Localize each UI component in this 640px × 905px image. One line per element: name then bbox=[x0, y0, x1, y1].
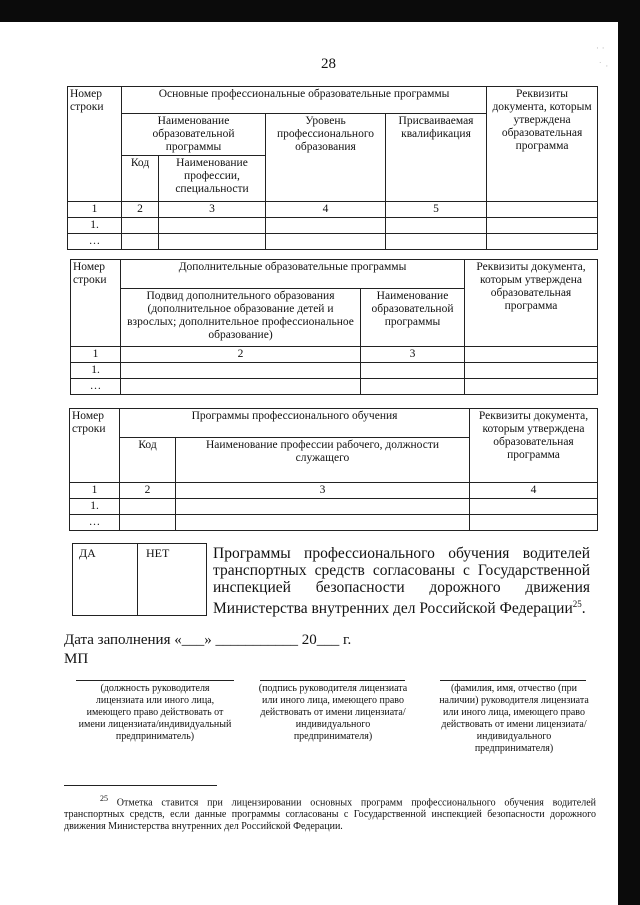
table-cell bbox=[386, 234, 487, 250]
header-profession-name: Наименование профессии рабочего, должности служащего bbox=[176, 438, 470, 483]
agreement-statement: Программы профессионального обучения водителей транспортных средств согласованы с Государственной инспекцией безопасности дорожного движения Министерства внутренних дел Российской Федерации$^{25}$. bbox=[213, 545, 590, 618]
column-number: 3 bbox=[159, 202, 266, 218]
table-row bbox=[68, 234, 598, 250]
signature-line bbox=[440, 680, 586, 681]
signature-line bbox=[76, 680, 234, 681]
table-row bbox=[71, 347, 598, 363]
table-row bbox=[71, 363, 598, 379]
table-cell bbox=[470, 499, 598, 515]
column-number: 1 bbox=[71, 347, 121, 363]
vocational-training-table bbox=[69, 408, 598, 531]
header-main-programs: Основные профессиональные образовательные программы bbox=[122, 87, 487, 114]
row-index: 1. bbox=[71, 363, 121, 379]
table-cell bbox=[465, 379, 598, 395]
main-programs-table bbox=[67, 86, 598, 250]
table-cell bbox=[266, 234, 386, 250]
table-cell bbox=[487, 202, 598, 218]
table-cell bbox=[465, 347, 598, 363]
header-requisites: Реквизиты документа, которым утверждена образовательная программа bbox=[487, 87, 598, 202]
header-vocational-programs: Программы профессионального обучения bbox=[120, 409, 470, 438]
row-index: … bbox=[68, 234, 122, 250]
table-row bbox=[71, 379, 598, 395]
column-number: 4 bbox=[470, 483, 598, 499]
table-cell bbox=[465, 363, 598, 379]
no-checkbox[interactable] bbox=[137, 543, 207, 616]
yes-checkbox[interactable] bbox=[72, 543, 138, 616]
stamp-place: МП bbox=[64, 651, 89, 667]
table-cell bbox=[470, 515, 598, 531]
table-row bbox=[68, 202, 598, 218]
header-row-number: Номер строки bbox=[68, 87, 122, 202]
column-number: 1 bbox=[68, 202, 122, 218]
fill-date: Дата заполнения «___» ___________ 20___ г. bbox=[64, 632, 352, 648]
table-row bbox=[70, 499, 598, 515]
table-cell bbox=[487, 234, 598, 250]
header-code: Код bbox=[122, 156, 159, 202]
table-cell bbox=[176, 499, 470, 515]
table-cell bbox=[120, 515, 176, 531]
header-additional-programs: Дополнительные образовательные программы bbox=[121, 260, 465, 289]
column-number: 5 bbox=[386, 202, 487, 218]
yes-label: ДА bbox=[79, 546, 96, 560]
footnote bbox=[64, 793, 596, 833]
column-number: 3 bbox=[176, 483, 470, 499]
row-index: 1. bbox=[70, 499, 120, 515]
row-index: … bbox=[71, 379, 121, 395]
header-education-level: Уровень профессионального образования bbox=[266, 114, 386, 202]
position-caption: (должность руководителя лицензиата или иного лица, имеющего право действовать от имени лицензиата/индивидуальный предприниматель) bbox=[78, 683, 232, 742]
table-cell bbox=[121, 363, 361, 379]
header-program-name: Наименование образовательной программы bbox=[361, 289, 465, 347]
table-row bbox=[70, 483, 598, 499]
header-requisites: Реквизиты документа, которым утверждена образовательная программа bbox=[465, 260, 598, 347]
table-row bbox=[70, 515, 598, 531]
table-cell bbox=[266, 218, 386, 234]
table-cell bbox=[121, 379, 361, 395]
table-cell bbox=[361, 363, 465, 379]
header-code: Код bbox=[120, 438, 176, 483]
table-cell bbox=[361, 379, 465, 395]
footnote-mark: 25 bbox=[100, 794, 108, 803]
row-index: … bbox=[70, 515, 120, 531]
table-cell bbox=[122, 218, 159, 234]
scan-speck: ˙ · bbox=[598, 62, 609, 72]
column-number: 1 bbox=[70, 483, 120, 499]
header-qualification: Присваиваемая квалификация bbox=[386, 114, 487, 202]
table-cell bbox=[487, 218, 598, 234]
page-number: 28 bbox=[321, 56, 336, 72]
header-profession-name: Наименование профессии, специальности bbox=[159, 156, 266, 202]
table-cell bbox=[176, 515, 470, 531]
agreement-text: Программы профессионального обучения водителей транспортных средств согласованы с Государственной инспекцией безопасности дорожного движения Министерства внутренних дел Российской Федерации bbox=[213, 545, 590, 618]
table-row bbox=[68, 218, 598, 234]
table-cell bbox=[159, 218, 266, 234]
signature-line bbox=[260, 680, 405, 681]
column-number: 2 bbox=[121, 347, 361, 363]
column-number: 2 bbox=[122, 202, 159, 218]
table-cell bbox=[122, 234, 159, 250]
header-row-number: Номер строки bbox=[71, 260, 121, 347]
header-education-subtype: Подвид дополнительного образования (дополнительное образование детей и взрослых; дополнительное профессиональное образование) bbox=[121, 289, 361, 347]
footnote-separator bbox=[64, 785, 217, 786]
signature-caption: (подпись руководителя лицензиата или иного лица, имеющего право действовать от имени лицензиата/индивидуального предпринимателя) bbox=[258, 683, 408, 742]
no-label: НЕТ bbox=[146, 546, 170, 560]
scan-right-border bbox=[618, 0, 640, 905]
full-name-caption: (фамилия, имя, отчество (при наличии) руководителя лицензиата или иного лица, имеющего право действовать от имени лицензиата/индивидуального предпринимателя) bbox=[439, 683, 589, 754]
header-row-number: Номер строки bbox=[70, 409, 120, 483]
scan-speck: · · bbox=[596, 44, 605, 54]
scan-top-border bbox=[0, 0, 640, 22]
table-cell bbox=[386, 218, 487, 234]
column-number: 4 bbox=[266, 202, 386, 218]
header-requisites: Реквизиты документа, которым утверждена образовательная программа bbox=[470, 409, 598, 483]
table-cell bbox=[120, 499, 176, 515]
column-number: 3 bbox=[361, 347, 465, 363]
footnote-ref: 25 bbox=[572, 599, 582, 609]
additional-programs-table bbox=[70, 259, 598, 395]
footnote-text: Отметка ставится при лицензировании основных программ профессионального обучения водителей транспортных средств, если данные программы согласованы с Государственной инспекцией безопасности дорожного движения Министерства внутренних дел Российской Федерации. bbox=[64, 797, 596, 833]
column-number: 2 bbox=[120, 483, 176, 499]
row-index: 1. bbox=[68, 218, 122, 234]
table-cell bbox=[159, 234, 266, 250]
header-program-name: Наименование образовательной программы bbox=[122, 114, 266, 156]
